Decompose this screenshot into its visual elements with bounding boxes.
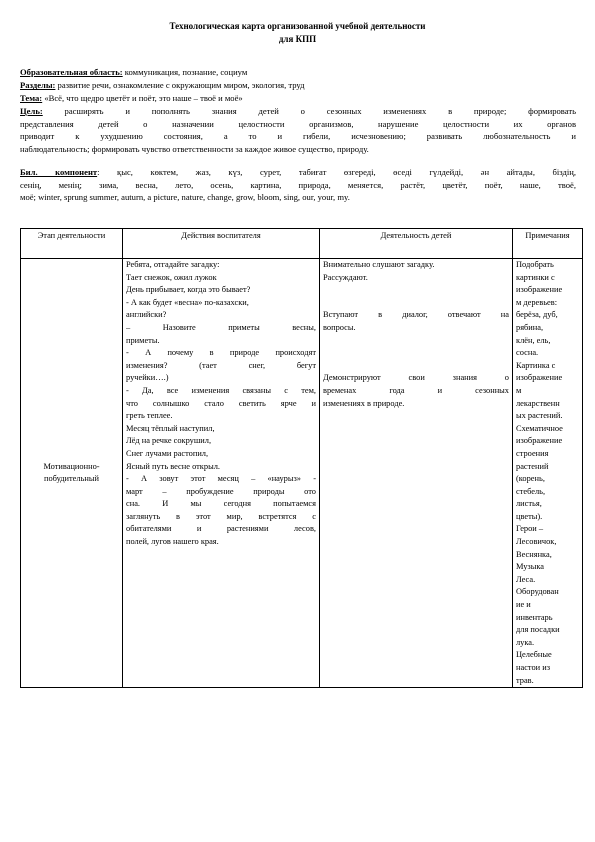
- teacher-line: греть теплее.: [126, 411, 173, 421]
- notes-line: Схематичное: [516, 423, 563, 433]
- notes-line: листья,: [516, 499, 542, 509]
- notes-line: растений: [516, 461, 549, 471]
- topic-value: «Всё, что щедро цветёт и поёт, это наше – твоё и моё»: [42, 93, 243, 103]
- teacher-line: заглянуть в этот мир, встретятся с: [126, 511, 316, 521]
- notes-line: берёза, дуб,: [516, 310, 558, 320]
- goal-line: наблюдательность; формировать чувство ответственности за каждое живое существо, природу.: [20, 143, 369, 154]
- children-line: Рассуждают.: [323, 272, 368, 282]
- teacher-line: ручейки….): [126, 373, 169, 383]
- teacher-line: английски?: [126, 310, 167, 320]
- teacher-line: полей, лугов нашего края.: [126, 537, 219, 547]
- notes-line: (корень,: [516, 474, 545, 484]
- children-line: временах года и сезонных: [323, 385, 509, 395]
- bilingual-label: Бил. компонент: [20, 167, 98, 177]
- children-line: Внимательно слушают загадку.: [323, 260, 435, 269]
- notes-cell: [513, 259, 583, 688]
- header-notes: Примечания: [513, 229, 583, 259]
- teacher-line: День прибывает, когда это бывает?: [126, 285, 251, 295]
- notes-line: трав.: [516, 675, 534, 685]
- bilingual-block: [20, 166, 576, 204]
- table-row: [21, 259, 583, 688]
- teacher-line: - А как будет «весна» по-казахски,: [126, 297, 249, 307]
- document-title-line-1: Технологическая карта организованной учебной деятельности: [169, 21, 426, 31]
- header-stage: Этап деятельности: [21, 229, 123, 259]
- notes-line: лекарственн: [516, 398, 560, 408]
- notes-line: м деревьев:: [516, 297, 558, 307]
- notes-line: лука.: [516, 637, 535, 647]
- notes-line: Музыка: [516, 562, 545, 572]
- teacher-line: - Да, все изменения связаны с тем,: [126, 385, 316, 395]
- notes-line: для посадки: [516, 625, 560, 635]
- bilingual-line: Бил. компонент: қыс, көктем, жаз, күз, сурет, табиғат өзгереді, өседі гүлдейді, ән айтады, біздің,: [20, 167, 576, 177]
- notes-line: картинки с: [516, 272, 555, 282]
- teacher-line: изменения? (тает снег, бегут: [126, 360, 316, 370]
- children-line: вопросы.: [323, 322, 356, 332]
- goal-line: представления детей о назначении целостности организмов, нарушение целостности их органов: [20, 118, 576, 129]
- teacher-actions-cell: [123, 259, 320, 688]
- teacher-line: Ребята, отгадайте загадку:: [126, 260, 220, 269]
- educational-area-line: [20, 66, 576, 79]
- document-title-line-2: для КПП: [278, 34, 317, 44]
- goal-label: Цель:: [20, 106, 43, 116]
- notes-line: Целебные: [516, 650, 552, 660]
- notes-line: Веснянка,: [516, 549, 552, 559]
- topic-line: [20, 92, 576, 105]
- notes-line: Подобрать: [516, 260, 554, 269]
- topic-label: Тема:: [20, 93, 43, 103]
- sections-value: развитие речи, ознакомление с окружающим миром, экология, труд: [55, 80, 305, 90]
- sections-label: Разделы:: [20, 80, 56, 90]
- teacher-line: - А зовут этот месяц – «наурыз» -: [126, 474, 316, 484]
- teacher-line: Месяц тёплый наступил,: [126, 423, 215, 433]
- notes-line: Леса.: [516, 574, 536, 584]
- teacher-line: – Назовите приметы весны,: [126, 322, 316, 332]
- notes-line: строения: [516, 448, 549, 458]
- notes-line: ых растений.: [516, 411, 563, 421]
- notes-line: изображение: [516, 285, 563, 295]
- goal-block: [20, 105, 576, 155]
- activity-table: [20, 228, 583, 688]
- educational-area-label: Образовательная область:: [20, 67, 123, 77]
- notes-line: сосна.: [516, 348, 539, 358]
- teacher-line: Лёд на речке сокрушил,: [126, 436, 212, 446]
- notes-line: м: [516, 385, 522, 395]
- teacher-line: Тает снежок, ожил лужок: [126, 272, 217, 282]
- header-teacher-actions: Действия воспитателя: [123, 229, 320, 259]
- goal-line: приводит к ухудшению состояния, а то и гибели, исчезновению; развивать любознательность и: [20, 131, 576, 142]
- notes-line: цветы).: [516, 511, 543, 521]
- notes-line: стебель,: [516, 486, 546, 496]
- children-activity-cell: [320, 259, 513, 688]
- header-children-activity: Деятельность детей: [320, 229, 513, 259]
- notes-line: Лесовичок,: [516, 537, 557, 547]
- children-line: Вступают в диалог, отвечают на: [323, 310, 509, 320]
- notes-line: ие и: [516, 600, 531, 610]
- children-line: Демонстрируют свои знания о: [323, 373, 509, 383]
- teacher-line: Снег лучами растопил,: [126, 448, 209, 458]
- teacher-line: март – пробуждение природы ото: [126, 486, 316, 496]
- bilingual-line: моё; winter, sprung summer, auturn, a picture, nature, change, grow, bloom, sing, our, your, my.: [20, 192, 350, 203]
- teacher-line: обитателями и растениями лесов,: [126, 524, 316, 534]
- table-header-row: [21, 229, 583, 259]
- goal-line: Цель: расширять и пополнять знания детей о сезонных изменениях в природе; формировать: [20, 106, 576, 116]
- educational-area-value: коммуникация, познание, социум: [122, 67, 248, 77]
- teacher-line: сна. И мы сегодня попытаемся: [126, 499, 316, 509]
- notes-line: настои из: [516, 663, 551, 672]
- notes-line: инвентарь: [516, 612, 553, 622]
- notes-line: изображение: [516, 436, 563, 446]
- bilingual-line: сенің, менің; зима, весна, лето, осень, картина, природа, меняется, растёт, цветёт, поёт, наше, твоё,: [20, 179, 576, 190]
- notes-line: рябина,: [516, 322, 544, 332]
- teacher-line: приметы.: [126, 335, 160, 345]
- sections-line: [20, 79, 576, 92]
- notes-line: Оборудован: [516, 587, 559, 597]
- notes-line: Герои –: [516, 524, 544, 534]
- children-line: изменениях в природе.: [323, 398, 405, 408]
- notes-line: Картинка с: [516, 360, 556, 370]
- notes-line: изображение: [516, 373, 563, 383]
- teacher-line: - А почему в природе происходят: [126, 348, 316, 358]
- notes-line: клён, ель,: [516, 335, 551, 345]
- stage-cell: Мотивационно-побудительный: [21, 259, 123, 688]
- teacher-line: что солнышко стало светить ярче и: [126, 398, 316, 408]
- teacher-line: Ясный путь весне открыл.: [126, 461, 220, 471]
